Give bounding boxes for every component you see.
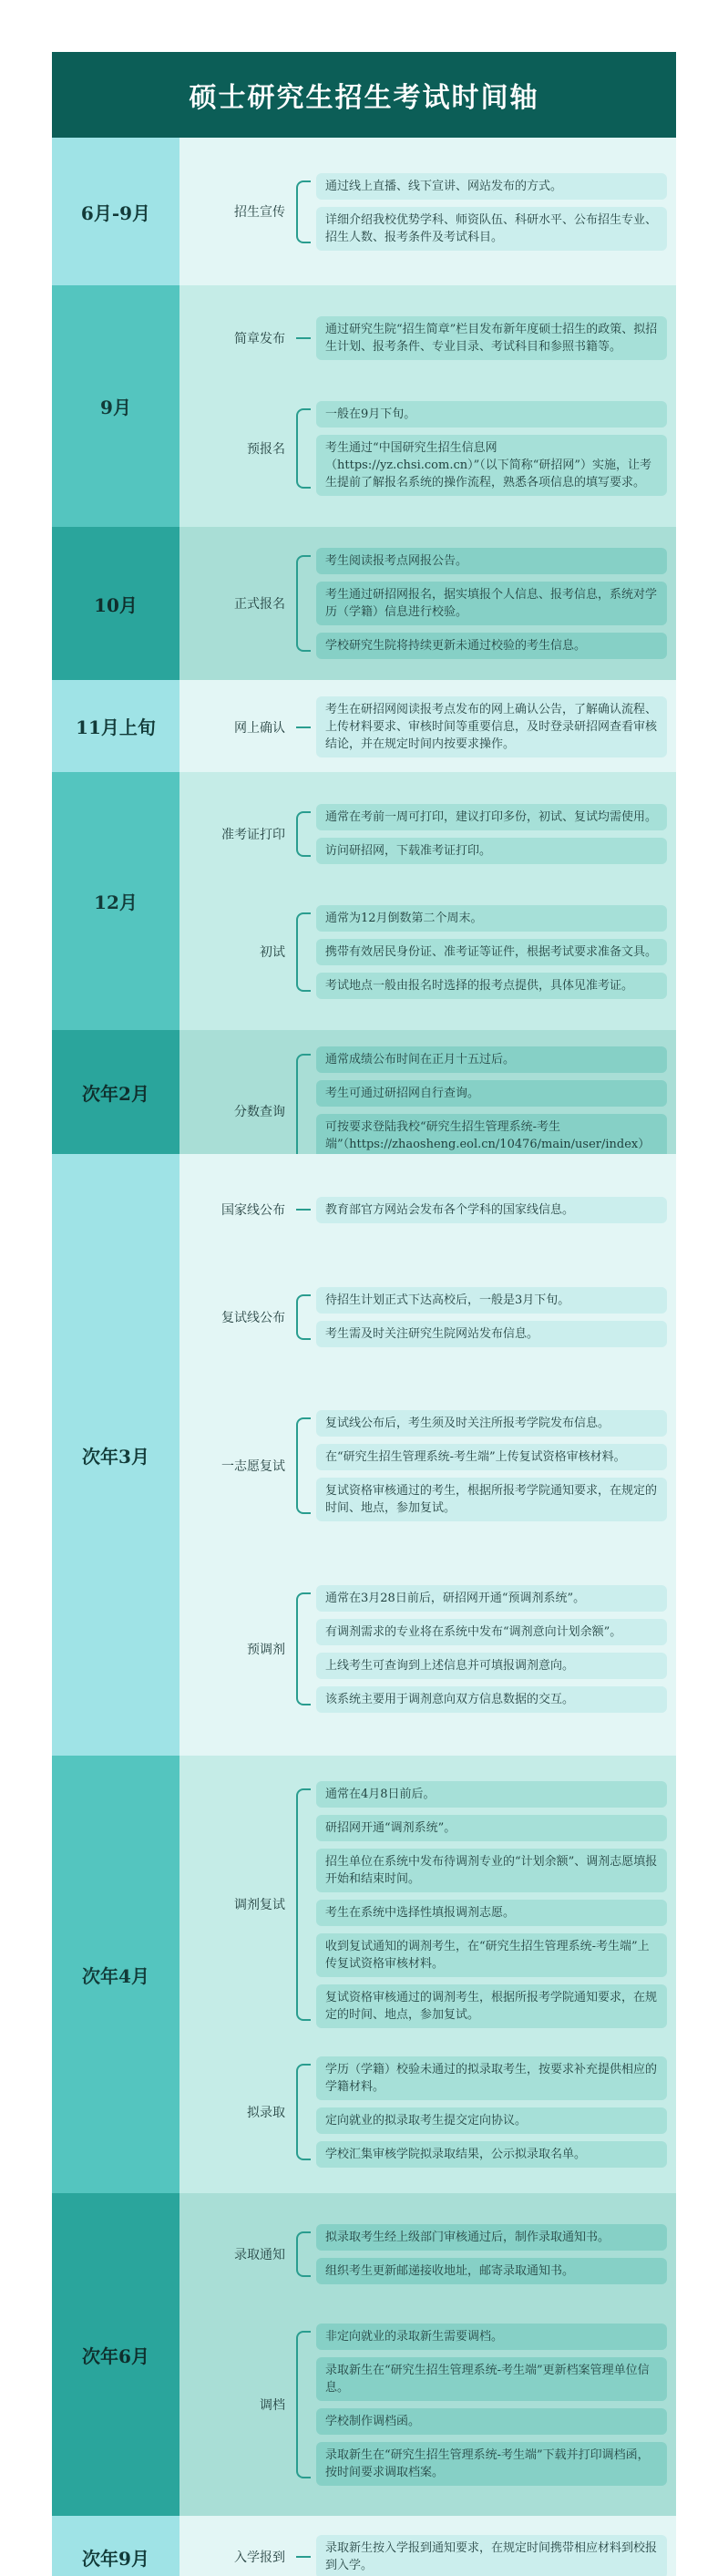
stage-label: 招生宣传 [234, 205, 285, 220]
stage-items [316, 2324, 667, 2486]
stage-items [316, 548, 667, 659]
stage-content [179, 527, 676, 680]
month-label: 10月 [52, 527, 179, 680]
stage-group [196, 1287, 667, 1347]
bracket-connector [296, 337, 311, 339]
timeline-row [52, 1756, 676, 2193]
stage-item: 该系统主要用于调剂意向双方信息数据的交互。 [316, 1686, 667, 1713]
stage-item: 考生通过研招网报名，据实填报个人信息、报考信息，系统对学历（学籍）信息进行校验。 [316, 582, 667, 625]
timeline-row [52, 680, 676, 772]
stage-item: 学校研究生院将持续更新未通过校验的考生信息。 [316, 633, 667, 659]
stage-group [196, 2535, 667, 2576]
stage-content [179, 680, 676, 772]
stage-label: 预报名 [247, 441, 285, 457]
stage-item: 待招生计划正式下达高校后，一般是3月下旬。 [316, 1287, 667, 1314]
stage-group [196, 696, 667, 757]
stage-item: 考试地点一般由报名时选择的报考点提供，具体见准考证。 [316, 973, 667, 999]
stage-item: 详细介绍我校优势学科、师资队伍、科研水平、公布招生专业、招生人数、报考条件及考试科目。 [316, 207, 667, 251]
stage-label: 正式报名 [234, 597, 285, 612]
stage-items [316, 1410, 667, 1521]
stage-items [316, 696, 667, 757]
bracket-connector [296, 1788, 311, 2021]
bracket-connector [296, 726, 311, 728]
stage-item: 收到复试通知的调剂考生，在“研究生招生管理系统-考生端”上传复试资格审核材料。 [316, 1933, 667, 1977]
stage-item: 访问研招网，下载准考证打印。 [316, 838, 667, 864]
stage-content [179, 285, 676, 527]
bracket-connector [296, 180, 311, 243]
stage-content [179, 1756, 676, 2193]
bracket-connector [296, 1209, 311, 1211]
stage-group [196, 905, 667, 999]
stage-item: 定向就业的拟录取考生提交定向协议。 [316, 2107, 667, 2134]
stage-group [196, 2324, 667, 2486]
bracket-connector [296, 408, 311, 489]
month-label: 次年4月 [52, 1756, 179, 2193]
timeline-row [52, 1154, 676, 1756]
stage-content [179, 1154, 676, 1756]
stage-item: 教育部官方网站会发布各个学科的国家线信息。 [316, 1197, 667, 1223]
bracket-connector [296, 2331, 311, 2478]
stage-item: 录取新生按入学报到通知要求，在规定时间携带相应材料到校报到入学。 [316, 2535, 667, 2576]
timeline-row [52, 2193, 676, 2516]
stage-items [316, 1585, 667, 1713]
page-title: 硕士研究生招生考试时间轴 [52, 52, 676, 138]
stage-items [316, 401, 667, 496]
stage-group [196, 1197, 667, 1223]
stage-items [316, 173, 667, 251]
stage-items [316, 1781, 667, 2028]
stage-item: 复试资格审核通过的考生，根据所报考学院通知要求，在规定的时间、地点，参加复试。 [316, 1478, 667, 1521]
stage-item: 有调剂需求的专业将在系统中发布“调剂意向计划余额”。 [316, 1619, 667, 1645]
stage-item: 研招网开通“调剂系统”。 [316, 1815, 667, 1841]
stage-label: 入学报到 [234, 2550, 285, 2565]
stage-item: 招生单位在系统中发布待调剂专业的“计划余额”、调剂志愿填报开始和结束时间。 [316, 1849, 667, 1892]
stage-item: 考生在研招网阅读报考点发布的网上确认公告，了解确认流程、上传材料要求、审核时间等重要信息，及时登录研招网查看审核结论，并在规定时间内按要求操作。 [316, 696, 667, 757]
stage-item: 组织考生更新邮递接收地址，邮寄录取通知书。 [316, 2258, 667, 2284]
stage-group [196, 548, 667, 659]
stage-items [316, 804, 667, 864]
stage-item: 学校制作调档函。 [316, 2408, 667, 2435]
stage-label: 一志愿复试 [221, 1459, 285, 1475]
month-label: 6月-9月 [52, 138, 179, 285]
month-label: 次年9月 [52, 2516, 179, 2576]
stage-item: 通过线上直播、线下宣讲、网站发布的方式。 [316, 173, 667, 200]
stage-content [179, 772, 676, 1030]
month-label: 次年6月 [52, 2193, 179, 2516]
month-label: 12月 [52, 772, 179, 1030]
stage-group [196, 1585, 667, 1713]
timeline-row [52, 772, 676, 1030]
timeline-row [52, 527, 676, 680]
stage-item: 录取新生在“研究生招生管理系统-考生端”更新档案管理单位信息。 [316, 2357, 667, 2401]
bracket-connector [296, 1294, 311, 1340]
bracket-connector [296, 2064, 311, 2160]
stage-label: 初试 [260, 945, 285, 960]
stage-label: 调剂复试 [234, 1898, 285, 1913]
stage-content [179, 1030, 676, 1154]
stage-item: 通常在3月28日前后，研招网开通“预调剂系统”。 [316, 1585, 667, 1612]
stage-item: 通常在4月8日前后。 [316, 1781, 667, 1808]
stage-label: 拟录取 [247, 2106, 285, 2121]
timeline-rows [52, 138, 676, 2576]
stage-items [316, 2224, 667, 2284]
timeline-row [52, 2516, 676, 2576]
stage-group [196, 2056, 667, 2168]
stage-items [316, 1287, 667, 1347]
month-label: 9月 [52, 285, 179, 527]
bracket-connector [296, 2231, 311, 2277]
stage-group [196, 2224, 667, 2284]
month-label: 11月上旬 [52, 680, 179, 772]
bracket-connector [296, 1417, 311, 1514]
timeline-row [52, 285, 676, 527]
timeline-row [52, 138, 676, 285]
stage-item: 复试线公布后，考生须及时关注所报考学院发布信息。 [316, 1410, 667, 1437]
stage-item: 考生需及时关注研究生院网站发布信息。 [316, 1321, 667, 1347]
stage-content [179, 2193, 676, 2516]
timeline-frame [52, 52, 676, 2576]
bracket-connector [296, 1054, 311, 1168]
stage-item: 考生通过“中国研究生招生信息网（https://yz.chsi.com.cn）”（以下简称“研招网”）实施，让考生提前了解报名系统的操作流程，熟悉各项信息的填写要求。 [316, 435, 667, 496]
timeline-row [52, 1030, 676, 1154]
stage-label: 网上确认 [234, 720, 285, 736]
stage-group [196, 173, 667, 251]
bracket-connector [296, 811, 311, 857]
stage-item: 学历（学籍）校验未通过的拟录取考生，按要求补充提供相应的学籍材料。 [316, 2056, 667, 2100]
stage-item: 考生在系统中选择性填报调剂志愿。 [316, 1900, 667, 1926]
stage-label: 准考证打印 [221, 827, 285, 842]
stage-item: 通过研究生院“招生简章”栏目发布新年度硕士招生的政策、拟招生计划、报考条件、专业目录、考试科目和参照书籍等。 [316, 316, 667, 360]
stage-items [316, 2056, 667, 2168]
stage-item: 拟录取考生经上级部门审核通过后，制作录取通知书。 [316, 2224, 667, 2251]
stage-group [196, 804, 667, 864]
stage-items [316, 2535, 667, 2576]
stage-group [196, 316, 667, 360]
stage-group [196, 401, 667, 496]
stage-label: 国家线公布 [221, 1203, 285, 1219]
stage-label: 录取通知 [234, 2247, 285, 2262]
stage-items [316, 905, 667, 999]
stage-item: 可按要求登陆我校“研究生招生管理系统-考生端”（https://zhaosheng.eol.cn/10476/main/user/index） [316, 1114, 667, 1175]
stage-content [179, 2516, 676, 2576]
stage-label: 预调剂 [247, 1643, 285, 1658]
stage-item: 录取新生在“研究生招生管理系统-考生端”下载并打印调档函，按时间要求调取档案。 [316, 2442, 667, 2486]
bracket-connector [296, 1592, 311, 1705]
stage-item: 一般在9月下旬。 [316, 401, 667, 428]
stage-items [316, 316, 667, 360]
stage-content [179, 138, 676, 285]
stage-item: 上线考生可查询到上述信息并可填报调剂意向。 [316, 1653, 667, 1679]
month-label: 次年2月 [52, 1030, 179, 1154]
stage-item: 携带有效居民身份证、准考证等证件，根据考试要求准备文具。 [316, 939, 667, 965]
month-label: 次年3月 [52, 1154, 179, 1756]
bracket-connector [296, 2556, 311, 2558]
stage-item: 非定向就业的录取新生需要调档。 [316, 2324, 667, 2350]
stage-label: 分数查询 [234, 1104, 285, 1119]
stage-item: 通常为12月倒数第二个周末。 [316, 905, 667, 932]
bracket-connector [296, 555, 311, 652]
stage-label: 调档 [260, 2397, 285, 2413]
stage-item: 通常成绩公布时间在正月十五过后。 [316, 1046, 667, 1073]
stage-group [196, 1410, 667, 1521]
stage-group [196, 1781, 667, 2028]
stage-item: 学校汇集审核学院拟录取结果，公示拟录取名单。 [316, 2141, 667, 2168]
stage-label: 简章发布 [234, 332, 285, 347]
bracket-connector [296, 912, 311, 992]
stage-item: 在“研究生招生管理系统-考生端”上传复试资格审核材料。 [316, 1444, 667, 1470]
stage-item: 考生可通过研招网自行查询。 [316, 1080, 667, 1107]
stage-item: 考生阅读报考点网报公告。 [316, 548, 667, 574]
stage-item: 复试资格审核通过的调剂考生，根据所报考学院通知要求，在规定的时间、地点，参加复试。 [316, 1984, 667, 2028]
stage-item: 通常在考前一周可打印，建议打印多份，初试、复试均需使用。 [316, 804, 667, 830]
stage-items [316, 1197, 667, 1223]
stage-label: 复试线公布 [221, 1310, 285, 1325]
